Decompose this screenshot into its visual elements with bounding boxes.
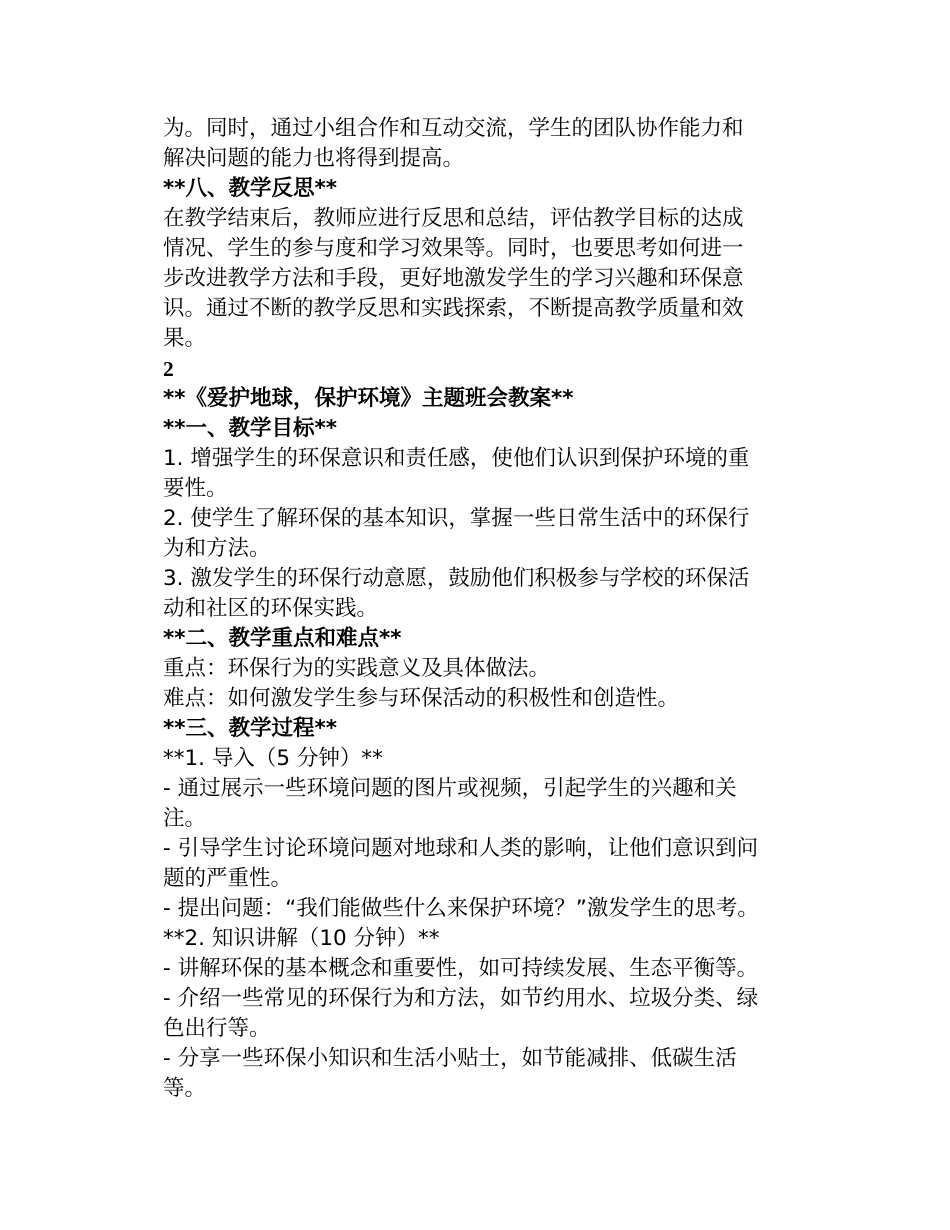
list-item: - 讲解环保的基本概念和重要性，如可持续发展、生态平衡等。 <box>163 956 759 981</box>
text-line: 为。同时，通过小组合作和互动交流，学生的团队协作能力和 <box>163 116 744 141</box>
text-line: 题的严重性。 <box>163 866 293 891</box>
subsection-heading: **2. 知识讲解（10 分钟）** <box>163 926 440 951</box>
list-item: 1. 增强学生的环保意识和责任感，使他们认识到保护环境的重 <box>163 446 750 471</box>
document-title: **《爱护地球，保护环境》主题班会教案** <box>163 386 574 411</box>
subsection-heading: **1. 导入（5 分钟）** <box>163 746 383 771</box>
text-line: 要性。 <box>163 476 228 501</box>
text-line: 重点：环保行为的实践意义及具体做法。 <box>163 656 551 681</box>
text-line: 果。 <box>163 326 207 351</box>
text-line: 为和方法。 <box>163 536 271 561</box>
text-line: 注。 <box>163 806 207 831</box>
text-line: 识。通过不断的教学反思和实践探索，不断提高教学质量和效 <box>163 296 744 321</box>
section-heading: **三、教学过程** <box>163 716 337 741</box>
list-item: 3. 激发学生的环保行动意愿，鼓励他们积极参与学校的环保活 <box>163 566 750 591</box>
list-item: - 引导学生讨论环境问题对地球和人类的影响，让他们意识到问 <box>163 836 759 861</box>
section-heading: **一、教学目标** <box>163 416 337 441</box>
text-line: 等。 <box>163 1076 207 1101</box>
text-line: 情况、学生的参与度和学习效果等。同时，也要思考如何进一 <box>163 236 744 261</box>
section-number: 2 <box>163 357 174 381</box>
section-heading: **二、教学重点和难点** <box>163 626 402 651</box>
list-item: - 介绍一些常见的环保行为和方法，如节约用水、垃圾分类、绿 <box>163 986 759 1011</box>
list-item: - 通过展示一些环境问题的图片或视频，引起学生的兴趣和关 <box>163 776 737 801</box>
list-item: - 分享一些环保小知识和生活小贴士，如节能减排、低碳生活 <box>163 1046 737 1071</box>
text-line: 在教学结束后，教师应进行反思和总结，评估教学目标的达成 <box>163 206 744 231</box>
document-body <box>163 114 783 1104</box>
list-item: - 提出问题：“我们能做些什么来保护环境？”激发学生的思考。 <box>163 896 759 921</box>
text-line: 解决问题的能力也将得到提高。 <box>163 146 465 171</box>
list-item: 2. 使学生了解环保的基本知识，掌握一些日常生活中的环保行 <box>163 506 750 531</box>
section-heading: **八、教学反思** <box>163 176 337 201</box>
text-line: 难点：如何激发学生参与环保活动的积极性和创造性。 <box>163 686 680 711</box>
text-line: 色出行等。 <box>163 1016 271 1041</box>
text-line: 步改进教学方法和手段，更好地激发学生的学习兴趣和环保意 <box>163 266 744 291</box>
text-line: 动和社区的环保实践。 <box>163 596 379 621</box>
